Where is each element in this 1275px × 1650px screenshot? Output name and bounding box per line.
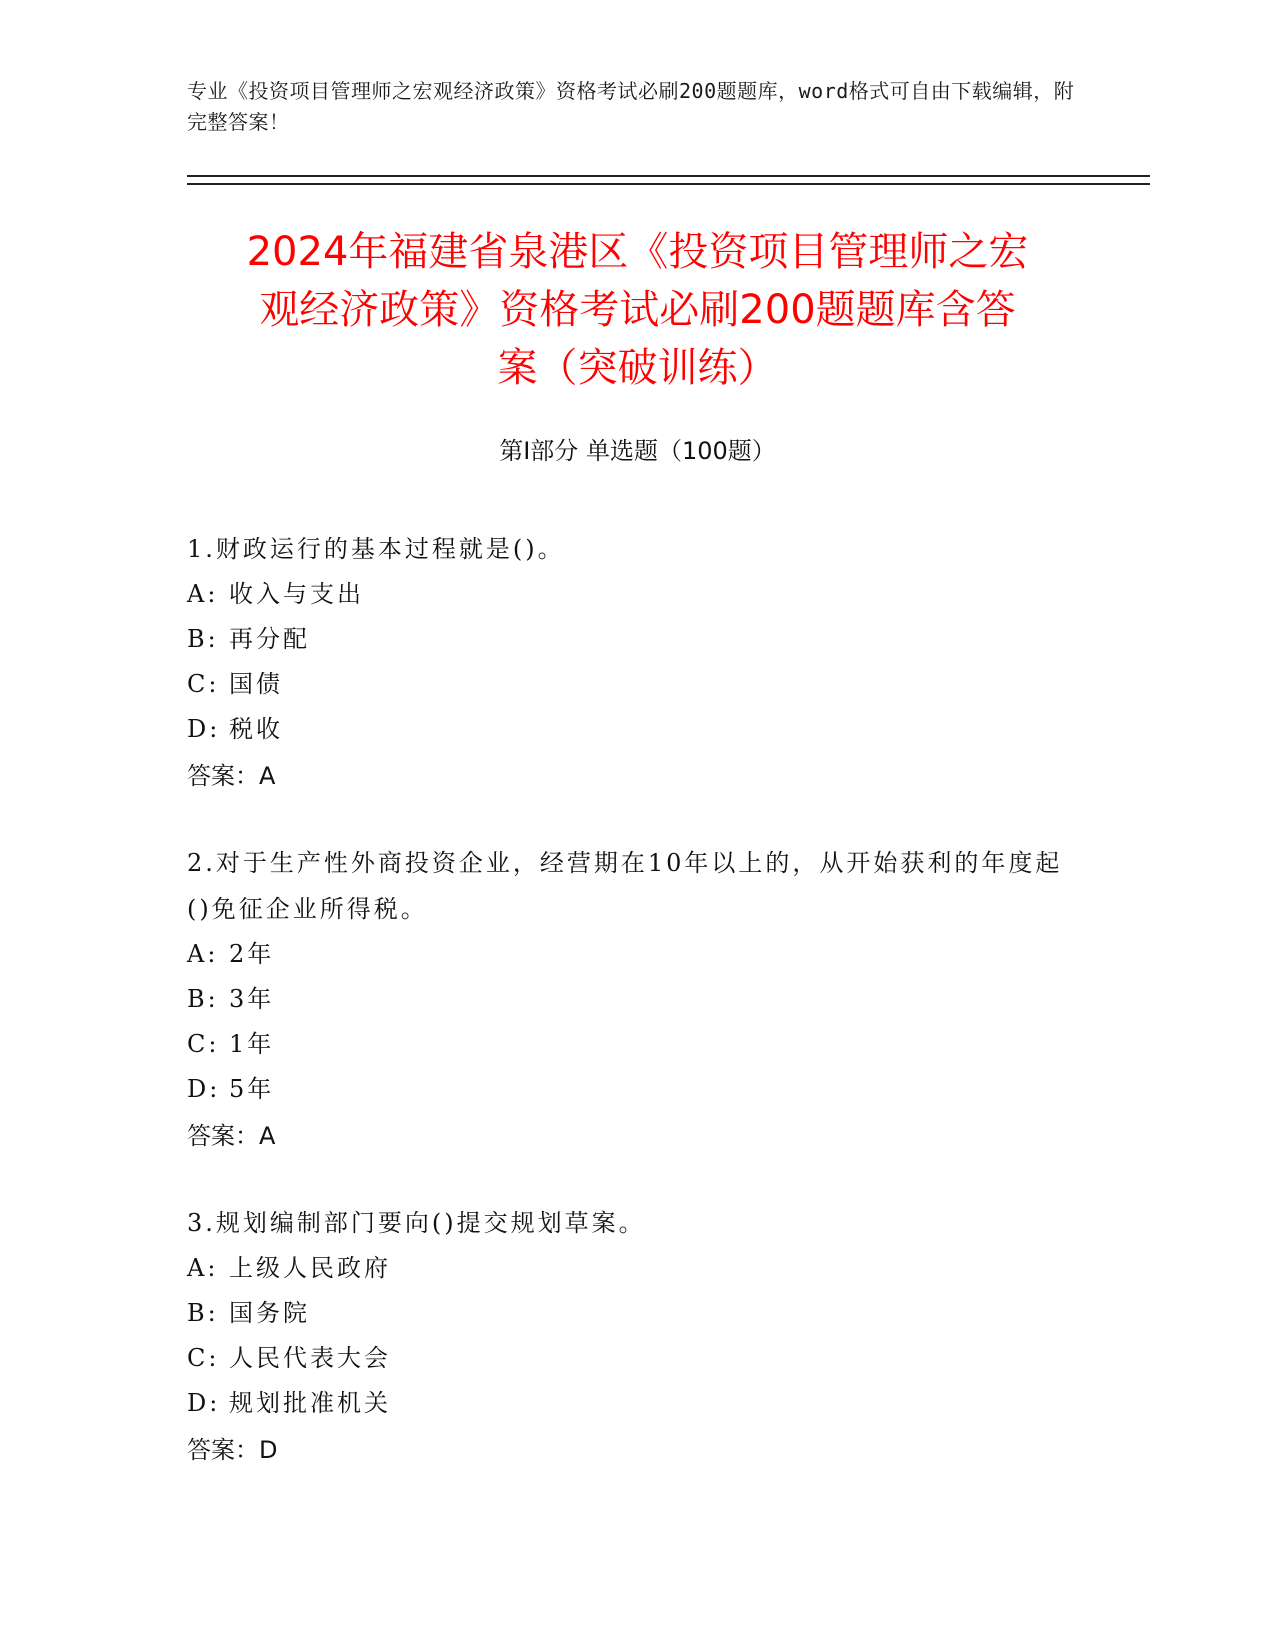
option-text: 税收 (229, 715, 283, 743)
option-letter: A: (187, 940, 219, 968)
option-letter: C: (187, 1030, 220, 1058)
option-a (187, 572, 1067, 617)
option-letter: A: (187, 1254, 219, 1282)
option-letter: A: (187, 580, 219, 608)
option-text: 1年 (229, 1030, 275, 1058)
answer-text: 答案：D (187, 1436, 278, 1464)
title-line-1: 2024年福建省泉港区《投资项目管理师之宏 (246, 229, 1029, 275)
intro-text: 专业《投资项目管理师之宏观经济政策》资格考试必刷200题题库，word格式可自由下载编辑，附完整答案！ (187, 79, 1075, 134)
option-letter: B: (187, 1299, 219, 1327)
question-text: 1.财政运行的基本过程就是()。 (187, 535, 565, 563)
question-3 (187, 1200, 1067, 1474)
top-rule (187, 175, 1150, 177)
option-letter: B: (187, 625, 219, 653)
option-text: 国务院 (229, 1299, 310, 1327)
option-text: 收入与支出 (229, 580, 364, 608)
option-letter: D: (187, 1075, 221, 1103)
option-text: 2年 (229, 940, 275, 968)
option-letter: B: (187, 985, 219, 1013)
option-text: 规划批准机关 (229, 1389, 391, 1417)
option-d (187, 1381, 1067, 1426)
title-line-2: 观经济政策》资格考试必刷200题题库含答 (259, 287, 1016, 333)
option-letter: D: (187, 715, 221, 743)
option-b (187, 617, 1067, 662)
bottom-rule (187, 183, 1150, 185)
question-1 (187, 526, 1067, 800)
option-a (187, 1246, 1067, 1291)
option-c (187, 1022, 1067, 1067)
option-a (187, 932, 1067, 977)
section-title: 第Ⅰ部分 单选题（100题） (499, 437, 776, 465)
title-line-3: 案（突破训练） (497, 345, 778, 391)
option-text: 上级人民政府 (229, 1254, 391, 1282)
option-letter: C: (187, 670, 220, 698)
option-c (187, 1336, 1067, 1381)
question-text: 3.规划编制部门要向()提交规划草案。 (187, 1209, 646, 1237)
option-text: 3年 (229, 985, 275, 1013)
option-letter: D: (187, 1389, 221, 1417)
option-b (187, 977, 1067, 1022)
question-text: 2.对于生产性外商投资企业，经营期在10年以上的，从开始获利的年度起()免征企业所得税。 (187, 849, 1063, 923)
question-2 (187, 840, 1067, 1160)
option-text: 再分配 (229, 625, 310, 653)
option-d (187, 1067, 1067, 1112)
option-text: 5年 (229, 1075, 275, 1103)
answer-text: 答案：A (187, 762, 276, 790)
option-text: 国债 (229, 670, 283, 698)
option-d (187, 707, 1067, 752)
option-c (187, 662, 1067, 707)
question-list (187, 526, 1067, 1514)
answer-text: 答案：A (187, 1122, 276, 1150)
option-letter: C: (187, 1344, 220, 1372)
document-title (150, 223, 1125, 397)
option-text: 人民代表大会 (229, 1344, 391, 1372)
option-b (187, 1291, 1067, 1336)
